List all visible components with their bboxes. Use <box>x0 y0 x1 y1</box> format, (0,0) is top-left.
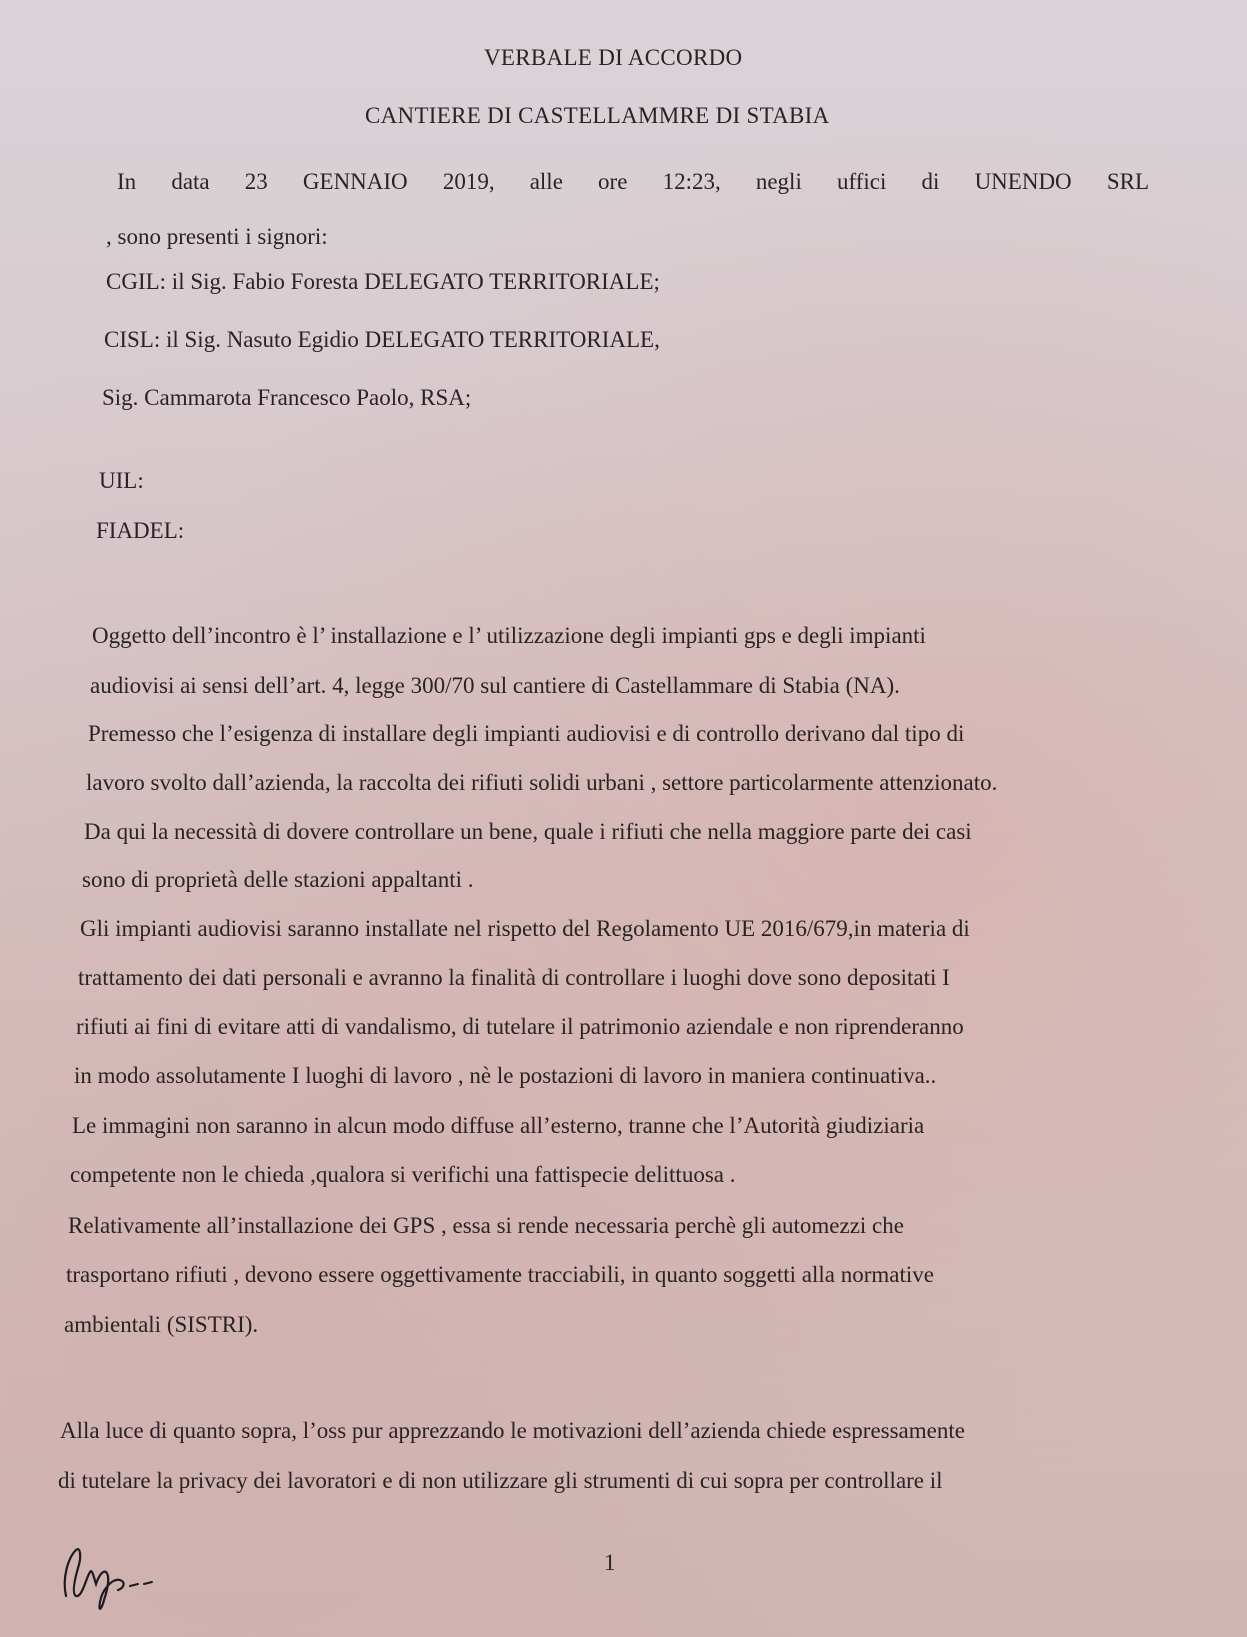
body-line-3: Premesso che l’esigenza di installare degli impianti audiovisi e di controllo derivano dal tipo di <box>88 721 965 746</box>
word: In <box>117 169 137 194</box>
body-line-12: competente non le chieda ,qualora si verifichi una fattispecie delittuosa . <box>70 1162 736 1187</box>
word: GENNAIO <box>302 169 408 194</box>
body-line-15: ambientali (SISTRI). <box>64 1312 259 1337</box>
body-line-9: rifiuti ai fini di evitare atti di vandalismo, di tutelare il patrimonio aziendale e non riprenderanno <box>76 1014 964 1039</box>
body-line-1 <box>92 624 1159 647</box>
attendee-fiadel: FIADEL: <box>96 518 185 543</box>
word: negli <box>755 169 802 194</box>
body-text: Oggetto dell’incontro è l’ installazione e l’ utilizzazione degli impianti gps e degli impianti <box>92 623 926 648</box>
attendee-cgil: CGIL: il Sig. Fabio Foresta DELEGATO TERRITORIALE; <box>106 269 660 294</box>
body-line-17: di tutelare la privacy dei lavoratori e di non utilizzare gli strumenti di cui sopra per controllare il <box>58 1468 943 1493</box>
body-line-4: lavoro svolto dall’azienda, la raccolta dei rifiuti solidi urbani , settore particolarmente attenzionato. <box>86 770 998 795</box>
word: SRL <box>1106 169 1149 194</box>
body-line-8: trattamento dei dati personali e avranno la finalità di controllare i luoghi dove sono depositati I <box>78 965 950 990</box>
attendee-cisl: CISL: il Sig. Nasuto Egidio DELEGATO TERRITORIALE, <box>104 327 660 352</box>
body-line-13: Relativamente all’installazione dei GPS , essa si rende necessaria perchè gli automezzi che <box>68 1213 904 1238</box>
body-line-11: Le immagini non saranno in alcun modo diffuse all’esterno, tranne che l’Autorità giudiziaria <box>72 1113 925 1138</box>
document-subtitle: CANTIERE DI CASTELLAMMRE DI STABIA <box>365 103 830 128</box>
handwritten-signature <box>58 1538 178 1618</box>
word: data <box>171 169 210 194</box>
body-line-16: Alla luce di quanto sopra, l’oss pur apprezzando le motivazioni dell’azienda chiede espressamente <box>60 1418 965 1443</box>
document-title: VERBALE DI ACCORDO <box>484 45 743 70</box>
page-number: 1 <box>604 1550 616 1575</box>
body-line-7: Gli impianti audiovisi saranno installate nel rispetto del Regolamento UE 2016/679,in materia di <box>80 916 970 941</box>
body-line-2: audiovisi ai sensi dell’art. 4, legge 300/70 sul cantiere di Castellammare di Stabia (NA). <box>90 673 900 698</box>
attendee-rsa: Sig. Cammarota Francesco Paolo, RSA; <box>102 385 472 410</box>
body-line-5: Da qui la necessità di dovere controllare un bene, quale i rifiuti che nella maggiore parte dei casi <box>84 819 972 844</box>
word: 23 <box>244 169 268 194</box>
body-line-10: in modo assolutamente I luoghi di lavoro , nè le postazioni di lavoro in maniera continuativa.. <box>74 1063 937 1088</box>
body-line-6: sono di proprietà delle stazioni appaltanti . <box>82 867 474 892</box>
attendees-intro: , sono presenti i signori: <box>106 224 328 249</box>
attendee-uil: UIL: <box>99 468 144 493</box>
word: 12:23, <box>662 169 721 194</box>
body-line-14: trasportano rifiuti , devono essere oggettivamente tracciabili, in quanto soggetti alla normative <box>66 1262 934 1287</box>
word: alle <box>529 169 563 194</box>
word: 2019, <box>442 169 495 194</box>
word: di <box>921 169 940 194</box>
word: uffici <box>836 169 887 194</box>
word: UNENDO <box>974 169 1072 194</box>
meeting-date-line <box>117 170 1149 193</box>
word: ore <box>598 169 628 194</box>
